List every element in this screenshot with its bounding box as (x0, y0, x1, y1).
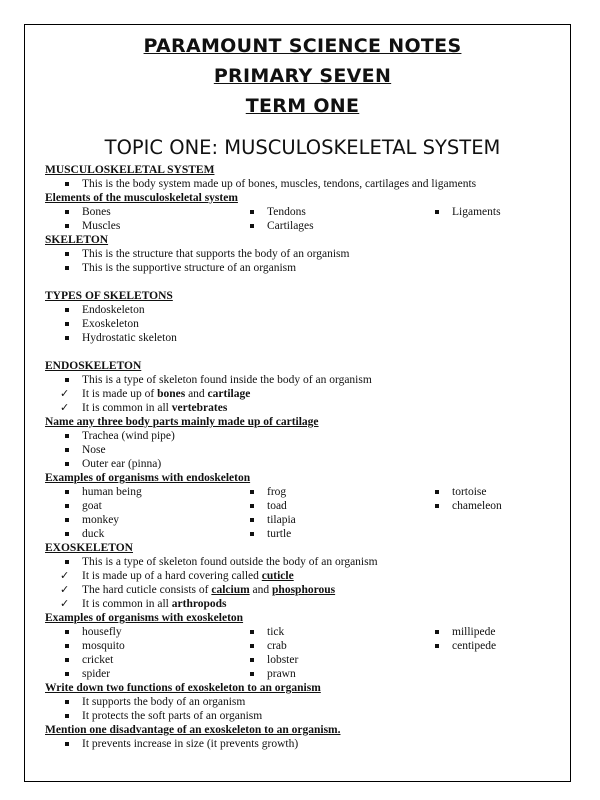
list-item: This is a type of skeleton found outside the body of an organism (45, 555, 560, 569)
checkmark-icon: ✓ (60, 583, 70, 596)
list-item: monkey (45, 513, 230, 527)
list-item: This is a type of skeleton found inside the body of an organism (45, 373, 560, 387)
section-heading: Elements of the musculoskeletal system (45, 192, 238, 204)
list-item: Hydrostatic skeleton (45, 331, 560, 345)
list-item: Exoskeleton (45, 317, 560, 331)
section-heading: MUSCULOSKELETAL SYSTEM (45, 164, 215, 176)
list-item: Bones (45, 205, 230, 219)
list-item: Endoskeleton (45, 303, 560, 317)
list-item: It supports the body of an organism (45, 695, 560, 709)
check-item: ✓ The hard cuticle consists of calcium and phosphorous (60, 583, 336, 596)
list-item: spider (45, 667, 230, 681)
list-item: tilapia (230, 513, 415, 527)
section-heading: TYPES OF SKELETONS (45, 290, 173, 302)
list-item: Trachea (wind pipe) (45, 429, 560, 443)
list-item: prawn (230, 667, 415, 681)
list-item: goat (45, 499, 230, 513)
list-item: lobster (230, 653, 415, 667)
section-heading: Write down two functions of exoskeleton to an organism (45, 682, 321, 694)
three-column-list (45, 205, 560, 233)
list-item: It prevents increase in size (it prevents growth) (45, 737, 560, 751)
list-item: millipede (415, 625, 560, 639)
list-item: cricket (45, 653, 230, 667)
list-item: chameleon (415, 499, 560, 513)
list-item: It protects the soft parts of an organism (45, 709, 560, 723)
notes-page (24, 24, 571, 782)
check-item: ✓ It is common in all vertebrates (60, 401, 228, 414)
list-item: This is the body system made up of bones, muscles, tendons, cartilages and ligaments (45, 177, 560, 191)
list-item: toad (230, 499, 415, 513)
list-item: frog (230, 485, 415, 499)
check-item: ✓ It is made up of a hard covering called cuticle (60, 569, 294, 582)
header-title: PARAMOUNT SCIENCE NOTES (143, 35, 462, 57)
list-item: centipede (415, 639, 560, 653)
list-item: tick (230, 625, 415, 639)
checkmark-icon: ✓ (60, 569, 70, 582)
checkmark-icon: ✓ (60, 401, 70, 414)
list-item: turtle (230, 527, 415, 541)
list-item: crab (230, 639, 415, 653)
three-column-list (45, 485, 560, 541)
list-item: tortoise (415, 485, 560, 499)
check-item: ✓ It is common in all arthropods (60, 597, 227, 610)
section-heading: ENDOSKELETON (45, 360, 142, 372)
list-item: Ligaments (415, 205, 560, 219)
section-heading: EXOSKELETON (45, 542, 133, 554)
list-item: This is the supportive structure of an organism (45, 261, 560, 275)
section-heading: Mention one disadvantage of an exoskeleton to an organism. (45, 724, 341, 736)
list-item: Outer ear (pinna) (45, 457, 560, 471)
list-item: Cartilages (230, 219, 415, 233)
list-item: housefly (45, 625, 230, 639)
list-item: human being (45, 485, 230, 499)
list-item: Tendons (230, 205, 415, 219)
list-item: This is the structure that supports the body of an organism (45, 247, 560, 261)
section-heading: Examples of organisms with endoskeleton (45, 472, 251, 484)
three-column-list (45, 625, 560, 681)
list-item: duck (45, 527, 230, 541)
header-term: TERM ONE (245, 95, 360, 117)
topic-title: TOPIC ONE: MUSCULOSKELETAL SYSTEM (104, 136, 501, 159)
header-class: PRIMARY SEVEN (213, 65, 392, 87)
section-heading: Name any three body parts mainly made up of cartilage (45, 416, 319, 428)
check-item: ✓ It is made up of bones and cartilage (60, 387, 251, 400)
checkmark-icon: ✓ (60, 597, 70, 610)
list-item: mosquito (45, 639, 230, 653)
list-item: Nose (45, 443, 560, 457)
list-item: Muscles (45, 219, 230, 233)
checkmark-icon: ✓ (60, 387, 70, 400)
section-heading: Examples of organisms with exoskeleton (45, 612, 244, 624)
section-heading: SKELETON (45, 234, 109, 246)
